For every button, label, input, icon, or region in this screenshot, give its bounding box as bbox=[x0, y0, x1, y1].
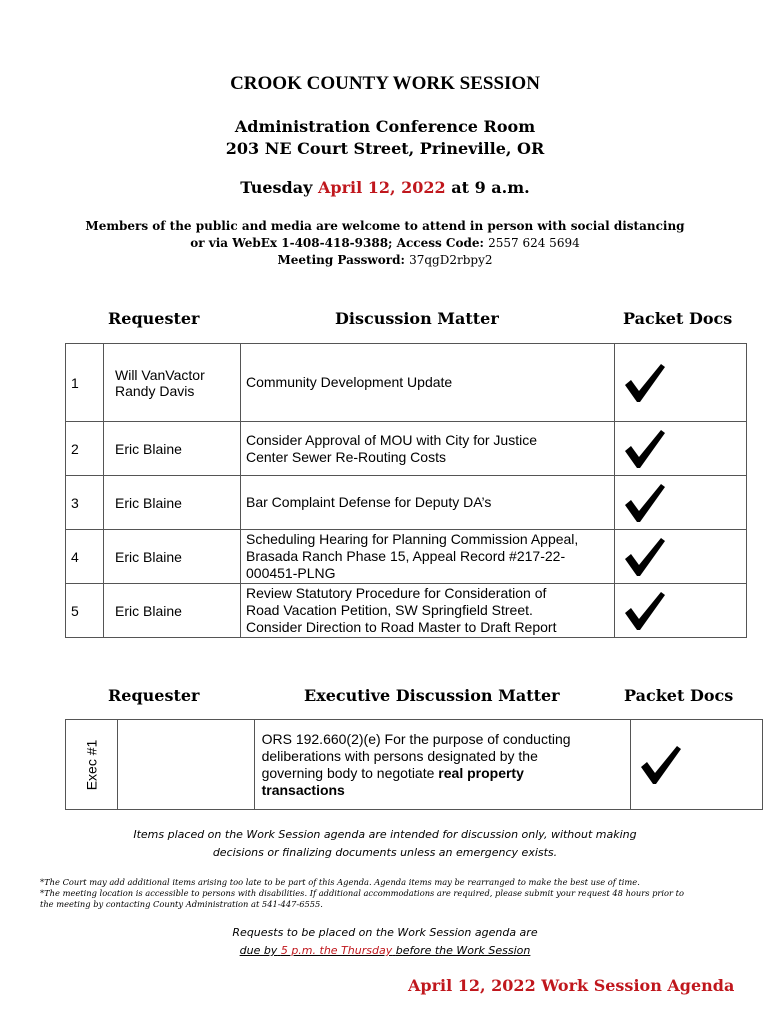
requester-cell bbox=[104, 584, 241, 638]
requests-due-text: due by bbox=[239, 944, 278, 957]
matter-text: governing body to negotiate bbox=[261, 764, 435, 781]
matter-cell bbox=[241, 344, 615, 422]
packet-cell[interactable] bbox=[615, 584, 747, 638]
matter-cell bbox=[241, 422, 615, 476]
matter-cell bbox=[241, 530, 615, 584]
table-row bbox=[66, 344, 747, 422]
exec-number-cell bbox=[66, 720, 118, 810]
requester-cell bbox=[104, 476, 241, 530]
public-notice-line3 bbox=[0, 253, 770, 267]
table-row bbox=[66, 530, 747, 584]
date-highlight: April 12, 2022 bbox=[317, 178, 446, 197]
requester-name: Will VanVactor bbox=[115, 366, 205, 383]
matter-line: Consider Approval of MOU with City for Justice bbox=[246, 431, 537, 448]
items-note-line2: decisions or finalizing documents unless an emergency exists. bbox=[212, 846, 558, 859]
matter-line: ORS 192.660(2)(e) For the purpose of conducting bbox=[261, 730, 571, 747]
exec-requester-header: Requester bbox=[108, 686, 200, 705]
requester-cell bbox=[117, 720, 254, 810]
packet-cell[interactable] bbox=[615, 422, 747, 476]
agenda-table bbox=[65, 343, 747, 638]
checkmark-icon bbox=[621, 427, 669, 471]
checkmark-icon bbox=[621, 481, 669, 525]
accessibility-note-line2: the meeting by contacting County Administration at 541-447-6555. bbox=[40, 899, 323, 909]
matter-cell bbox=[241, 476, 615, 530]
matter-line: transactions bbox=[261, 781, 345, 798]
matter-cell bbox=[241, 584, 615, 638]
requests-note-line2 bbox=[0, 944, 770, 957]
requester-name: Eric Blaine bbox=[115, 548, 182, 565]
requests-due-text: before the Work Session bbox=[395, 944, 531, 957]
date-suffix: at 9 a.m. bbox=[451, 178, 530, 197]
exec-packet-header: Packet Docs bbox=[624, 686, 734, 705]
packet-cell[interactable] bbox=[615, 344, 747, 422]
row-number: 3 bbox=[66, 476, 104, 530]
location-room: Administration Conference Room bbox=[234, 117, 536, 136]
meeting-password: 37qgD2rbpy2 bbox=[409, 253, 493, 267]
requester-cell bbox=[104, 344, 241, 422]
packet-cell[interactable] bbox=[615, 530, 747, 584]
matter-line: Road Vacation Petition, SW Springfield Street. bbox=[246, 602, 533, 618]
matter-line: Bar Complaint Defense for Deputy DA’s bbox=[246, 494, 492, 510]
matter-line: Brasada Ranch Phase 15, Appeal Record #217-22- bbox=[246, 548, 566, 564]
location-address: 203 NE Court Street, Prineville, OR bbox=[225, 139, 545, 158]
matter-line: Review Statutory Procedure for Consideration of bbox=[246, 585, 547, 601]
requester-cell bbox=[104, 422, 241, 476]
matter-line bbox=[262, 765, 630, 782]
discussion-matter-header: Discussion Matter bbox=[335, 309, 499, 328]
password-label: Meeting Password: bbox=[277, 253, 405, 267]
meeting-date bbox=[0, 178, 770, 197]
accessibility-note-line1: *The meeting location is accessible to persons with disabilities. If additional accommodations are required, please submit your request 48 hours prior to bbox=[40, 888, 684, 898]
table-row bbox=[66, 584, 747, 638]
footer-title: April 12, 2022 Work Session Agenda bbox=[408, 976, 735, 995]
packet-docs-header: Packet Docs bbox=[623, 309, 733, 328]
requester-name: Eric Blaine bbox=[115, 602, 182, 619]
matter-line: Center Sewer Re-Routing Costs bbox=[246, 448, 446, 465]
packet-cell[interactable] bbox=[615, 476, 747, 530]
matter-line: Scheduling Hearing for Planning Commission Appeal, bbox=[246, 531, 579, 547]
checkmark-icon bbox=[621, 361, 669, 405]
packet-cell[interactable] bbox=[630, 720, 762, 810]
court-note: *The Court may add additional items arising too late to be part of this Agenda. Agenda items may be rearranged to make the best use of time. bbox=[40, 877, 640, 887]
exec-number: Exec #1 bbox=[83, 739, 100, 790]
table-row bbox=[66, 720, 763, 810]
requester-name: Eric Blaine bbox=[115, 440, 182, 457]
public-notice-line1: Members of the public and media are welcome to attend in person with social distancing bbox=[85, 219, 685, 233]
checkmark-icon bbox=[621, 535, 669, 579]
access-code: 2557 624 5694 bbox=[488, 236, 580, 250]
table-row bbox=[66, 476, 747, 530]
requests-deadline: 5 p.m. the Thursday bbox=[280, 944, 393, 957]
matter-line: 000451-PLNG bbox=[246, 565, 336, 581]
matter-line: Consider Direction to Road Master to Draft Report bbox=[246, 619, 557, 635]
requester-name: Randy Davis bbox=[115, 382, 195, 399]
row-number: 4 bbox=[66, 530, 104, 584]
checkmark-icon bbox=[621, 589, 669, 633]
webex-info: or via WebEx 1-408-418-9388; Access Code: bbox=[190, 236, 484, 250]
date-prefix: Tuesday bbox=[240, 178, 313, 197]
table-row bbox=[66, 422, 747, 476]
matter-cell bbox=[254, 720, 630, 810]
requests-note-line1: Requests to be placed on the Work Session agenda are bbox=[232, 926, 538, 939]
row-number: 2 bbox=[66, 422, 104, 476]
matter-bold-text: real property bbox=[438, 764, 524, 781]
public-notice-line2 bbox=[0, 236, 770, 250]
requester-cell bbox=[104, 530, 241, 584]
executive-table bbox=[65, 719, 763, 810]
page-title: CROOK COUNTY WORK SESSION bbox=[230, 73, 540, 94]
matter-line: Community Development Update bbox=[246, 374, 453, 390]
matter-line: deliberations with persons designated by the bbox=[261, 747, 538, 764]
requester-header: Requester bbox=[108, 309, 200, 328]
checkmark-icon bbox=[637, 743, 685, 787]
items-note-line1: Items placed on the Work Session agenda are intended for discussion only, without making bbox=[133, 828, 637, 841]
row-number: 1 bbox=[66, 344, 104, 422]
requester-name: Eric Blaine bbox=[115, 494, 182, 511]
row-number: 5 bbox=[66, 584, 104, 638]
exec-matter-header: Executive Discussion Matter bbox=[304, 686, 560, 705]
